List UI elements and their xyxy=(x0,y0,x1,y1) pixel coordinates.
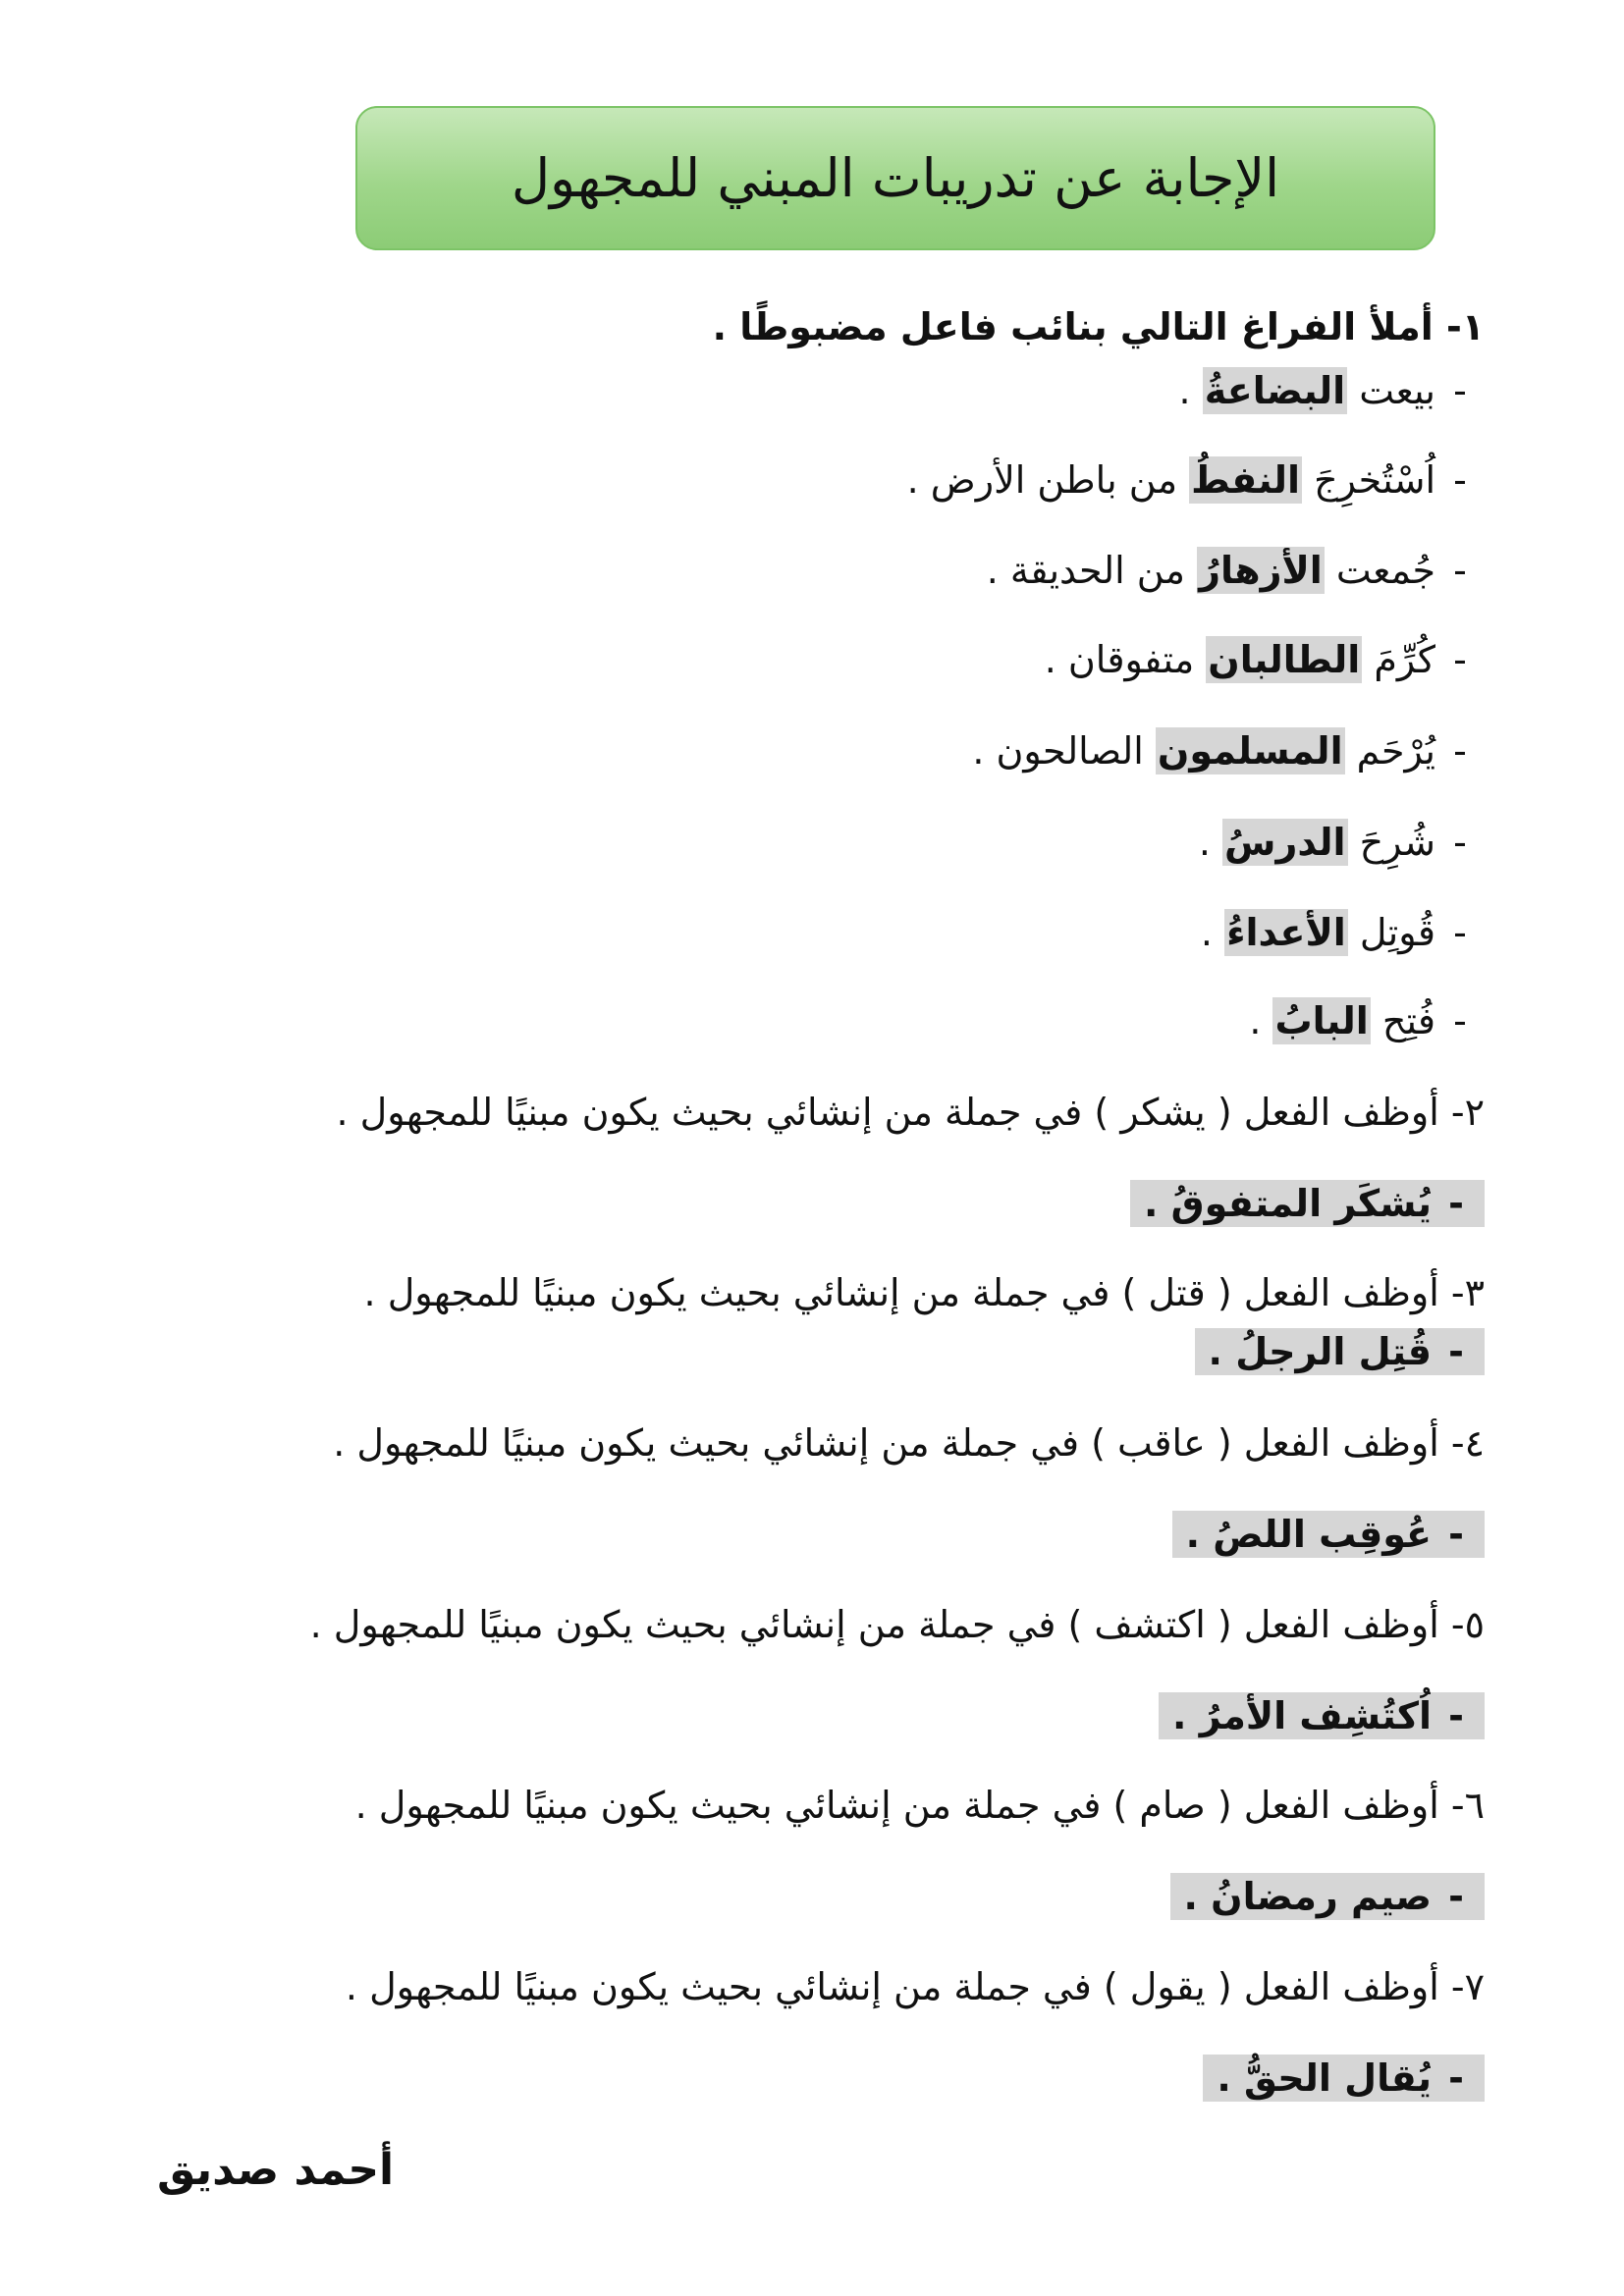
subject-answer: الأزهارُ xyxy=(1199,549,1323,592)
sentence-rest: من الحديقة . xyxy=(986,549,1198,592)
sentence-rest: . xyxy=(1200,911,1225,954)
bullet-dash: - xyxy=(1453,638,1467,681)
fill-blank-item xyxy=(1201,903,1485,962)
subject-answer: البضاعةُ xyxy=(1204,369,1346,412)
page-title: الإجابة عن تدريبات المبني للمجهول xyxy=(511,147,1280,209)
verb: يُرْحَم xyxy=(1344,729,1435,773)
question-prompt: ٥- أوظف الفعل ( اكتشف ) في جملة من إنشائي بحيث يكون مبنيًا للمجهول . xyxy=(309,1603,1485,1646)
subject-answer: النفطُ xyxy=(1191,458,1301,502)
question-answer xyxy=(1172,1505,1485,1564)
fill-blank-item xyxy=(1199,813,1485,872)
question-1-heading: ١- أملأ الفراغ التالي بنائب فاعل مضبوطًا . xyxy=(712,305,1485,348)
fill-blank-item xyxy=(1179,361,1485,420)
bullet-dash: - xyxy=(1448,1182,1464,1225)
question-answer xyxy=(1170,1867,1485,1926)
bullet-dash: - xyxy=(1453,549,1467,592)
question-prompt: ٣- أوظف الفعل ( قتل ) في جملة من إنشائي بحيث يكون مبنيًا للمجهول . xyxy=(363,1271,1485,1314)
sentence-rest: من باطن الأرض . xyxy=(906,458,1190,502)
answer-text: صيم رمضانُ . xyxy=(1183,1875,1432,1918)
subject-answer: الدرسُ xyxy=(1224,821,1346,864)
question-answer xyxy=(1203,2049,1485,2108)
question-answer xyxy=(1159,1686,1485,1745)
subject-answer: الطالبان xyxy=(1208,638,1361,681)
sentence-rest: . xyxy=(1198,821,1223,864)
answer-text: عُوقِب اللصُ . xyxy=(1185,1513,1432,1556)
fill-blank-item xyxy=(907,451,1485,509)
bullet-dash: - xyxy=(1453,821,1467,864)
fill-blank-item xyxy=(972,721,1485,780)
verb: جُمعت xyxy=(1324,549,1435,592)
verb: فُتِح xyxy=(1370,999,1435,1042)
sentence-rest: . xyxy=(1249,999,1273,1042)
bullet-dash: - xyxy=(1453,999,1467,1042)
sentence-rest: . xyxy=(1178,369,1203,412)
bullet-dash: - xyxy=(1448,1330,1464,1373)
verb: قُوتِل xyxy=(1347,911,1435,954)
bullet-dash: - xyxy=(1448,2056,1464,2100)
question-answer xyxy=(1130,1174,1485,1233)
bullet-dash: - xyxy=(1448,1513,1464,1556)
title-banner xyxy=(355,106,1435,250)
bullet-dash: - xyxy=(1448,1875,1464,1918)
subject-answer: المسلمون xyxy=(1157,729,1343,773)
fill-blank-item xyxy=(987,541,1485,600)
sentence-rest: الصالحون . xyxy=(972,729,1156,773)
question-prompt: ٤- أوظف الفعل ( عاقب ) في جملة من إنشائي بحيث يكون مبنيًا للمجهول . xyxy=(333,1421,1485,1465)
sentence-rest: متفوقان . xyxy=(1044,638,1207,681)
subject-answer: البابُ xyxy=(1274,999,1369,1042)
question-prompt: ٢- أوظف الفعل ( يشكر ) في جملة من إنشائي بحيث يكون مبنيًا للمجهول . xyxy=(336,1091,1485,1134)
verb: شُرِحَ xyxy=(1347,821,1435,864)
question-answer xyxy=(1195,1322,1485,1381)
answer-text: يُقال الحقُّ . xyxy=(1217,2056,1432,2100)
bullet-dash: - xyxy=(1453,369,1467,412)
subject-answer: الأعداءُ xyxy=(1226,911,1346,954)
verb: كُرِّمَ xyxy=(1362,638,1435,681)
bullet-dash: - xyxy=(1453,458,1467,502)
question-prompt: ٧- أوظف الفعل ( يقول ) في جملة من إنشائي بحيث يكون مبنيًا للمجهول . xyxy=(345,1965,1485,2008)
question-prompt: ٦- أوظف الفعل ( صام ) في جملة من إنشائي بحيث يكون مبنيًا للمجهول . xyxy=(354,1784,1485,1827)
author-signature: أحمد صديق xyxy=(157,2145,395,2195)
bullet-dash: - xyxy=(1453,911,1467,954)
answer-text: قُتِل الرجلُ . xyxy=(1208,1330,1432,1373)
fill-blank-item xyxy=(1249,991,1485,1050)
answer-text: يُشكَر المتفوقُ . xyxy=(1144,1182,1432,1225)
bullet-dash: - xyxy=(1448,1694,1464,1737)
verb: بيعت xyxy=(1347,369,1435,412)
answer-text: اُكتُشِف الأمرُ . xyxy=(1172,1694,1432,1737)
fill-blank-item xyxy=(1045,630,1485,689)
bullet-dash: - xyxy=(1453,729,1467,773)
verb: اُسْتُخرِجَ xyxy=(1302,458,1435,502)
